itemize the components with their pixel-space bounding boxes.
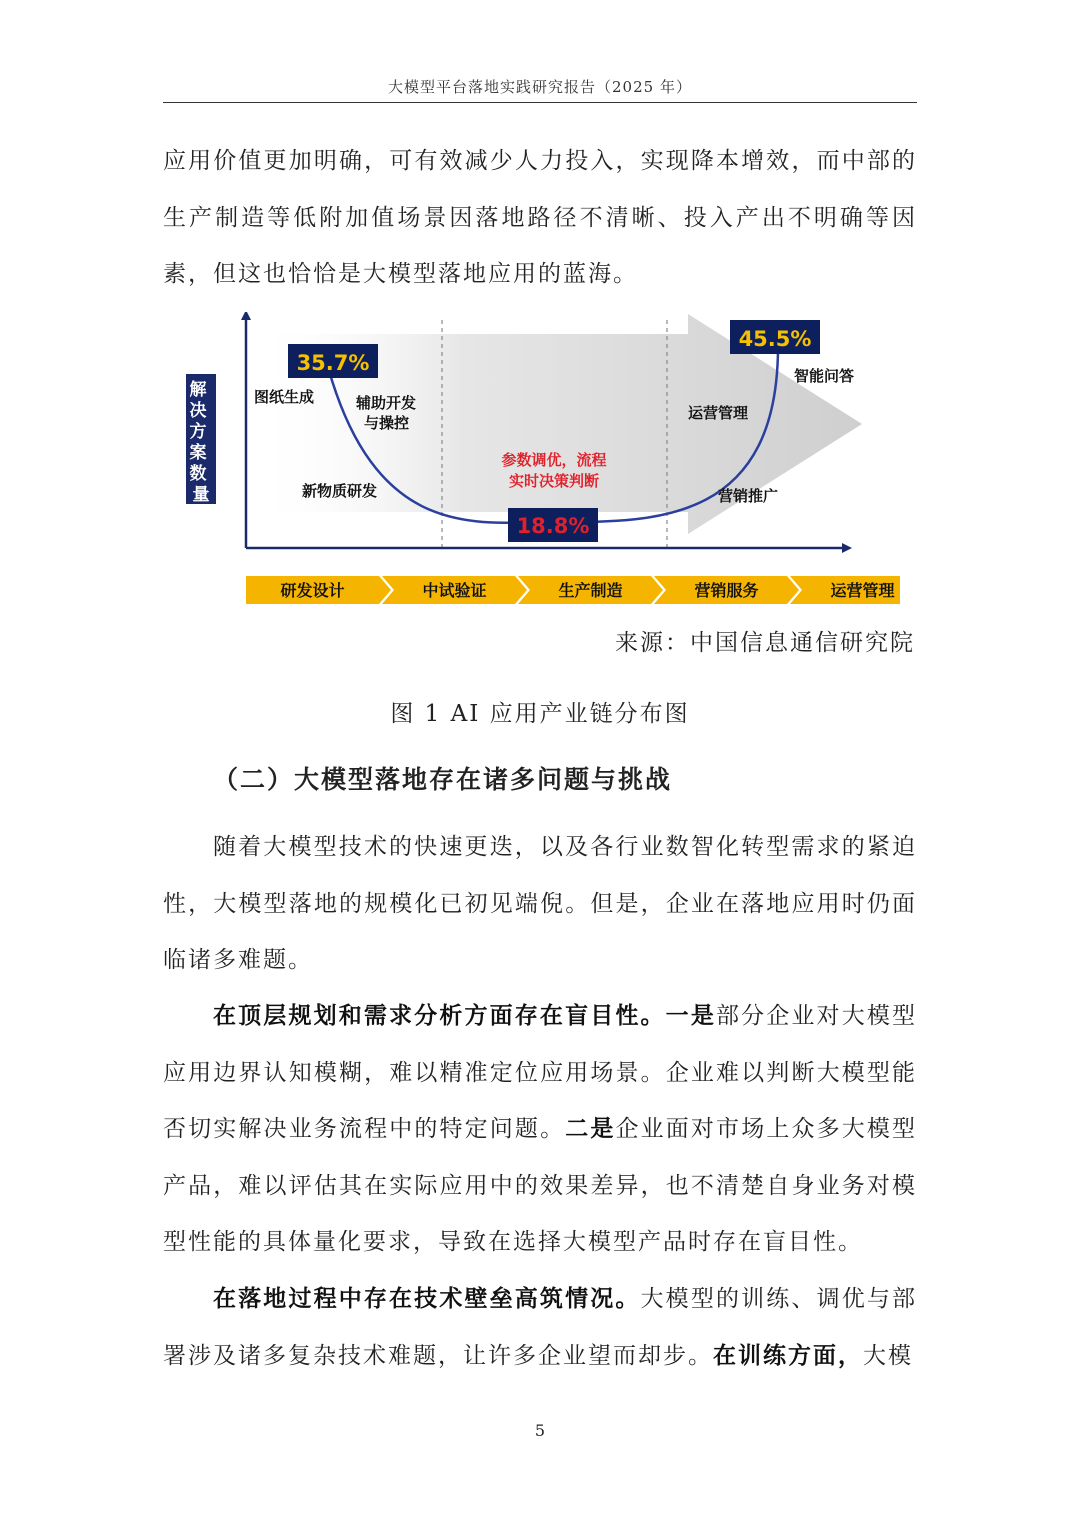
label-param-2: 实时决策判断: [508, 472, 600, 490]
stage-label: 研发设计: [280, 581, 345, 600]
x-axis-arrow: [842, 543, 852, 553]
figure-caption: 图 1 AI 应用产业链分布图: [390, 701, 690, 727]
label-drawing: 图纸生成: [254, 388, 315, 406]
paragraph-2: [163, 988, 917, 1271]
y-axis-label: 解 决 方 案 数 量: [189, 380, 210, 505]
paragraph-2-text-2: 企业面对市场上众多大模型产品，难以评估其在实际应用中的效果差异，也不清楚自身业务对模型性能的具体量化要求，导致在选择大模型产品时存在盲目性。: [163, 1116, 918, 1255]
paragraph-3-text-2: 大模: [863, 1342, 913, 1369]
paragraph-3-text-1: 大模型的训练、调优与部署涉及诸多复杂技术难题，让许多企业望而却步。: [163, 1286, 918, 1369]
paragraph-2-text-1: 部分企业对大模型应用边界认知模糊，难以精准定位应用场景。企业难以判断大模型能否切实解决业务流程中的特定问题。: [163, 1003, 918, 1142]
figure-canvas: [180, 312, 900, 612]
stage-label: 营销服务: [694, 581, 759, 600]
stage-label: 中试验证: [422, 581, 487, 600]
label-materials: 新物质研发: [302, 482, 378, 500]
label-marketing: 营销推广: [718, 487, 779, 505]
paragraph-3: [163, 1271, 917, 1384]
label-operations: 运营管理: [688, 404, 749, 422]
percent-bottom: 18.8%: [516, 514, 590, 538]
paragraph-2-lead-2: 二是: [565, 1116, 616, 1142]
paragraph-1: 随着大模型技术的快速更迭，以及各行业数智化转型需求的紧迫性，大模型落地的规模化已初见端倪。但是，企业在落地应用时仍面临诸多难题。: [163, 834, 917, 973]
stage-row: [246, 576, 900, 604]
section-heading: （二）大模型落地存在诸多问题与挑战: [213, 765, 673, 794]
running-header: 大模型平台落地实践研究报告（2025 年）: [163, 76, 917, 103]
percent-left: 35.7%: [296, 351, 370, 375]
y-axis-arrow: [241, 312, 251, 320]
industry-chain-figure: [180, 312, 900, 612]
stage-label: 生产制造: [558, 581, 623, 600]
label-assist-2: 与操控: [364, 414, 410, 432]
paragraph-3-lead: 在落地过程中存在技术壁垒高筑情况。: [213, 1286, 641, 1312]
intro-paragraph: 应用价值更加明确，可有效减少人力投入，实现降本增效，而中部的生产制造等低附加值场景因落地路径不清晰、投入产出不明确等因素，但这也恰恰是大模型落地应用的蓝海。: [163, 148, 917, 287]
label-param-1: 参数调优，流程: [501, 451, 607, 469]
figure-source: 来源：中国信息通信研究院: [615, 630, 915, 656]
label-assist-1: 辅助开发: [356, 394, 417, 412]
page-number: 5: [534, 1421, 546, 1440]
paragraph-3-lead-2: 在训练方面，: [713, 1342, 863, 1369]
stage-label: 运营管理: [830, 581, 895, 600]
paragraph-2-lead: 在顶层规划和需求分析方面存在盲目性。一是: [213, 1003, 716, 1029]
label-qa: 智能问答: [794, 367, 855, 385]
percent-right: 45.5%: [738, 327, 812, 351]
